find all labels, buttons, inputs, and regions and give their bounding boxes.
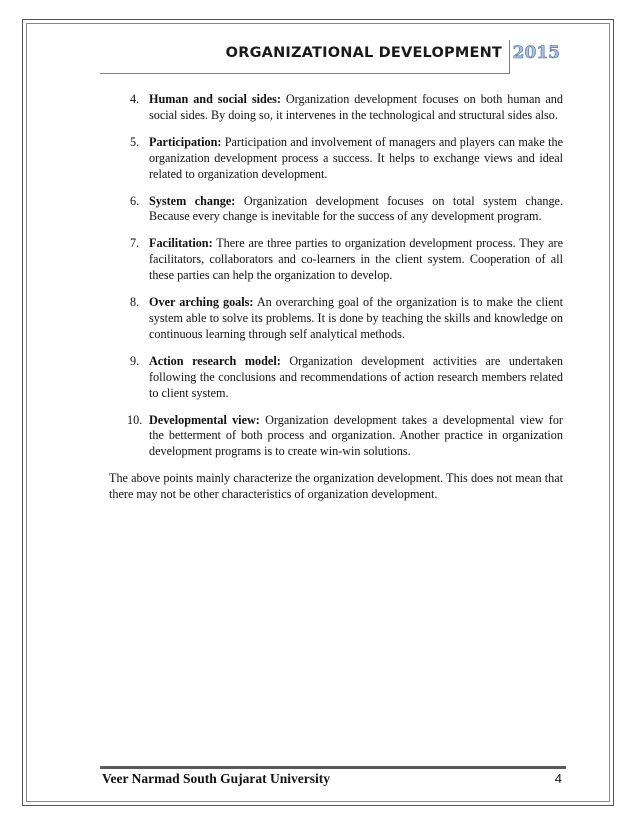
list-item-term: Action research model: bbox=[149, 353, 281, 368]
list-item-text: Organization development activities are undertaken following the conclusions and recommendations of action research members related to client system. bbox=[149, 353, 563, 400]
footer-university: Veer Narmad South Gujarat University bbox=[102, 771, 330, 786]
header-rule bbox=[100, 73, 510, 74]
page-footer bbox=[100, 766, 566, 788]
list-item-term: System change: bbox=[149, 193, 236, 208]
summary-paragraph: The above points mainly characterize the organization development. This does not mean that there may not be other characteristics of organization development. bbox=[109, 471, 563, 502]
list-item-number: 6. bbox=[130, 193, 140, 208]
list-item bbox=[109, 354, 563, 402]
list-item-number: 8. bbox=[130, 295, 140, 310]
list-item bbox=[109, 135, 563, 183]
list-item-term: Participation: bbox=[149, 134, 222, 149]
footer-rule bbox=[100, 766, 566, 769]
list-item-number: 4. bbox=[130, 92, 140, 106]
page-header bbox=[100, 40, 566, 74]
list-item-number: 7. bbox=[130, 236, 140, 251]
list-item bbox=[109, 295, 563, 343]
page-number: 4 bbox=[554, 771, 562, 786]
list-item-text: Organization development takes a developmental view for the betterment of both process and organization. Another practice in organization development programs is to create win-win solutions. bbox=[149, 412, 563, 459]
list-item bbox=[109, 413, 563, 461]
list-item-term: Human and social sides: bbox=[149, 92, 281, 106]
list-item bbox=[109, 92, 563, 124]
list-item-term: Developmental view: bbox=[149, 412, 260, 427]
list-item-term: Over arching goals: bbox=[149, 295, 254, 310]
list-item bbox=[109, 236, 563, 284]
header-separator bbox=[509, 40, 510, 74]
list-item-number: 10. bbox=[127, 412, 143, 427]
characteristics-list bbox=[109, 92, 563, 460]
list-item-text: An overarching goal of the organization is to make the client system able to solve its problems. It is done by teaching the skills and knowledge on continuous learning through self analytical methods. bbox=[149, 295, 563, 341]
list-item-number: 5. bbox=[130, 134, 140, 149]
list-item bbox=[109, 194, 563, 226]
page-content bbox=[109, 92, 563, 503]
header-title: ORGANIZATIONAL DEVELOPMENT bbox=[225, 45, 502, 61]
list-item-text: Organization development focuses on total system change. Because every change is inevitable for the success of any development program. bbox=[149, 193, 563, 224]
list-item-text: Organization development focuses on both human and social sides. By doing so, it intervenes in the technological and structural sides also. bbox=[149, 92, 563, 122]
header-year: 2015 bbox=[512, 43, 560, 63]
list-item-term: Facilitation: bbox=[149, 236, 213, 251]
list-item-number: 9. bbox=[130, 353, 140, 368]
list-item-text: Participation and involvement of managers and players can make the organization development process a success. It helps to exchange views and ideal related to organization development. bbox=[149, 134, 563, 181]
list-item-text: There are three parties to organization development process. They are facilitators, collaborators and co-learners in the client system. Cooperation of all these parties can help the organization to develop. bbox=[149, 236, 563, 283]
